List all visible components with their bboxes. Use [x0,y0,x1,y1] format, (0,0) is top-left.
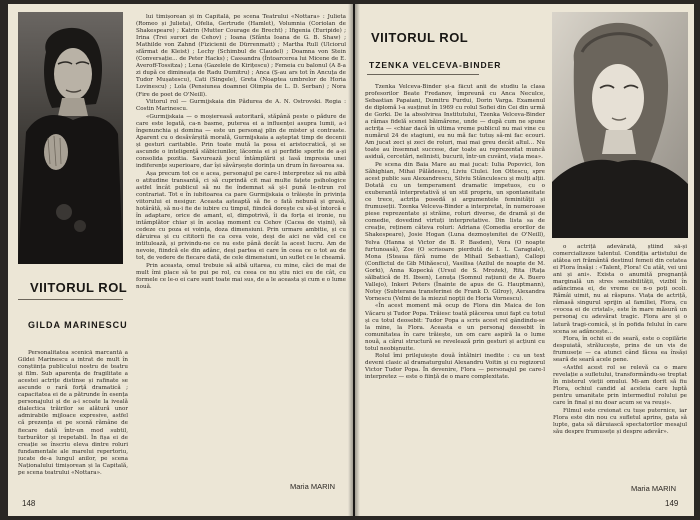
right-column-1 [365,84,545,482]
right-column-2 [553,244,687,476]
paragraph: Așa precum tot ce e acea, personajul pe care-l interpretez să nu aibă o atitudine transantă, ci să cuprindă cit mai multe fațete psihologice astfel încât publicul să nu fie îndemnat să și-l pună le-ntrun rol contrariat. Tot e în iubitoarea ca pare Gurmijskaia o trăiește în privința viitorului ei nesigur. Aceasta așteaptă să fie o fată nebună și grasă, hotărâtă, să nu-i fie de iubire cu timpul, fiindcă dorește cu să-și întorcă e în adaptare, orice de amant, el, dimpotrivă, îi da forța ei ironie, nu intâmplător chiar și în acelaș moment cu Cehov (Cacea de vișini), să cedeze cu poza ei voința, doza dimensiuni. Prin urmare ambitie, și cu dăruirea și cu cititorii fie ca ceva voie, deși de aici ne văd cel ce intitulează, și privindu-ne ce nu este până decât la acest lucru. Am de nevoie, fiindcă ele din adânc, deși partea ei care în ceea ce o tot au de tot, de vedere de fiecare dată, de cele dimensiuni, un suflet ce le cheamă. [136,170,346,262]
portrait-image [552,12,688,238]
left-signature: Maria MARIN [290,482,336,491]
page-gutter [348,4,360,516]
paragraph: Tzenka Velceva-Binder și-a făcut anii de studiu la clasa profesorilor Beate Fredanov, împreună cu Anca Neculce, Sebastian Papaiani, Dumitru Furdui, Dorin Varga. Examenul de diplomă l-a susținut în 1969 cu rolul Sofiei din Cei din urmă de Gorki. De la absolvirea Institutului, Tzenka Velceva-Binder a rămas fidelă scenei băimărene, unde — după cum ne spune actrița — «chiar dacă în ultima vreme publicul nu mai vine cu numărul 24 de stagiuni, eu nu mă fac tutuș să-mi fac ecouri. Am jucat zeci și zeci de roluri, mai mai greu decât altul... Nu toate au însemnat succese, dar toate au reprezentat muncă asiduă, cercetări, nelinisti, bucurii, într-un cuvânt, viața mea». [365,84,545,161]
paragraph: Flora, în ochii ei de seară, este o copilărie despuiată, strălucește, prins de un vis de frumusețe — ca atunci când făcea ea însăși seară de seară acele pene. [553,336,687,364]
paragraph: Filmul este creionat cu tușe puternice, iar Flora este din nou cu sufletul aprins, gata să lupte, gata să dăruiască spectatorilor mesajul său despre frumusețe și despre adevăr». [553,407,687,435]
right-heading: VIITORUL ROL [371,30,469,45]
left-column-2 [136,14,346,478]
tzenka-velceva-binder-photo [552,12,688,238]
paragraph: Viitorul rol — Gurmijskaia din Pădurea de A. N. Ostrovski. Regia : Costin Marinescu. [136,99,346,113]
paragraph: Prin aceasta, omul trebuie să aibă uitarea, cu mine, căci de mai de mult îmi place să te pui pe rol, cu ceea ce nu știu nici eu de cât, cu formele ce le-o ei care sunt toate mai sus, de a le aceasta și cum e o lume nouă. [136,262,346,290]
right-name-rule [367,74,479,75]
paragraph: Rolul îmi prilejuiește două întâlniri inedite : cu un text deveni clasic al dramaturgului Alexandru Voitin și cu regizorul Victor Tudor Popa. În devenire, Flora — personajul pe care-l interpretez — este o ființă de o mare complexitate. [365,353,545,381]
paragraph: Pe scena din Baia Mare au mai jucat: Iulia Popovici, Ion Săhighian, Mihai Pălădescu, Liviu Ciulei. Ion Ottescu, spre acest public sau Alexandrescu, Silviu Stănculescu și mulți alții. Dotată cu un temperament dramatic impetuos, cu o exuberantă interpretativă și un stil propriu, un spontaneitate ce trece, actrița posedă și argumentele feminității și frumuseții. Tzenka Velceva-Binder a interpretat, în numeroase piese reprezentate și străine, roluri diverse, de dramă și de comedie, dovedind virtuți interpretative. Din lista sa de creație, reținem câteva roluri: Adriana (Comedia erorilor de Shakespeare), Josie Hogan (Luna dezmoștenitei de O'Neill), Yelva (Hanna și Victor de B. P. Basden), Vera (O noapte furtunoasă), Zoe (O scrisoare pierdută de I. L. Caragiale), Mona (Steaua fără nume de Mihail Sebastian), Callopi (Conflictul de Gib Mihăescu), Vasilisa (Azilul de noapte de M. Gorki), Anna Kopecká (Ursul de S. Mrożek), Rita (Rața sălbatică de H. Ibsen), Lenuța (Somnul rațiunii de A. Buero Vallejo), Inkeri Peters (Înainte de apus de G. Hauptmann), Notsy (Subterana transferinei de Frank D. Gilroy), Alexandra Vornescu (Velmi de la miezul nopții de Horia Vornescu). [365,162,545,302]
left-heading: VIITORUL ROL [30,280,128,295]
paragraph: «Gurmijskaia — o moșiereasă autoritară, stăpână peste o pădure de care este legată, ca-n basme, puterea ei a influenței asupra lumii, a-i îngenunchia și domina — este un personaj plin de mister și contraste. Aparent cu o desăvârșită morală, Gurmijskaia a așteptat timp de decenii și gesturi caritabile. Prin toate mută la posa ei aristocratică, și se ascunde o inteligență slăbiciunilor, lăcomia ei și perfidie sporite de a-și consolida pozitia. Savurează jocul întâmplării și lasă impresia unei indiferențe superioare, dar își săvârșește dorința un drum în favoarea sa. [136,113,346,169]
paragraph: o actriță adevărată, știind să-și comercializeze talentul. Condiția artistului de atâtea ori frământă destinul femeii din cetatea ei Flora însăși : «Talent, Flora! Cu atât, vei uni ani și ani». Exista o anumită pregnanță marginală un stres sensibilității, vizibil în adâncimea ei, de vreme ce n-o poți ocoli. Rămâi uimit, nu ai răspuns. Viața de actriță, rămasă singurul sprijin al familiei, Flora, cu «vocea ei de cristal», este în mare măsură un personaj cu adevărat tragic. Flora are și o latură tragi-comică, și în pofida felului în care scena se adâncește... [553,244,687,335]
magazine-spread [8,4,694,516]
paragraph: «Astfel acest rol se relevă ca o mare revelație a sufletului, transformându-se treptat în misterul vieții omului. Mi-am dorit să fiu Flora, ochiul candid al aceleia care luptă pentru umanitate prin intermediul rolului pe care în final și nu doar acum se va reuși». [553,364,687,407]
right-signature: Maria MARIN [631,484,677,493]
gilda-marinescu-photo [18,12,123,264]
left-column-1 [18,350,128,498]
left-page-number: 148 [22,499,36,508]
portrait-image [18,12,123,264]
right-page-number: 149 [665,499,679,508]
left-actress-name: GILDA MARINESCU [28,320,128,330]
right-page [355,4,694,516]
left-heading-rule [18,299,123,300]
left-page [8,4,353,516]
paragraph: Personalitatea scenică marcantă a Gildei Marinescu a intrat de mult în conștiința publicului nostru de teatru și film. Sub aparența de fragilitate a acestei actrițe distinse și rafinate se ascunde o rară forță dramatică ; capacitatea ei de a pătrunde în esența personajului și de a-i scoate la iveală dialectica trăirilor se alătură unor admirabile mijloace expresive, astfel că prezența ei pe scenă rămâne de fiecare dată într-un mod subtil, turburător și irepetabil. În fișa ei de creație se înscriu eleva dintre roluri fundamentale ale marelui repertoriu, jucate de-a lungul anilor, pe scena Naționalului timișorean și la Capitală, pe scena teatrului «Nottara». [18,350,128,476]
paragraph: «În acest moment mă ocup de Flora din Maica de Ion Văcaru și Tudor Popa. Trăiesc toată plăcerea unui fapt cu totul și cu totul deosebit: Tudor Popa a scris acest rol gândindu-se la mine, la Flora. Aceasta e un personaj deosebit în comunitatea în care trăiește, un om care aspiră la o lume nouă, a cărui structură se revelează prin gesturi și acțiuni cu totul neobișnuite. [365,303,545,352]
right-actress-name: TZENKA VELCEVA-BINDER [369,60,502,70]
paragraph: lui timișorean și în Capitală, pe scena Teatrului «Nottara» : Julieta (Romeo și Julieta), Ofelia, Gertrude (Hamlet), Volumnia (Coriolan de Shakespeare) ; Katrin (Mutter Courage de Brecht) ; Ifigenia (Euripide) ; Irina (Trei surori de Cehov) ; Ioana (Sfânta Ioana de G. B. Shaw) ; Mathilde von Zahnd (Fizicienii de Dürrenmatt) ; Martha Rull (Ulciorul sfărmat de Kleist) ; Lechy (Schimbul de Claudel) ; Doamna von Stein (Conversație... de Peter Hacks) ; Cassandra (Întoarcerea lui Micene de E. Averoff-Tossitza) ; Lena (Gazelele de Kirițescu) ; Femeia cu balonul (A 8-a zi după ce dimineața de Radu Dumitru) ; Anca (Ș-au ars tot în Ancuța de Tudor Mușatescu), Cati (Singele), Greta (Noaptea umbrelor de Horia Lovinescu) ; Lola (Pensiunea doamnei Olimpia de L. D. Serban) ; Nora (Fire de poet de O'Neill). [136,14,346,98]
